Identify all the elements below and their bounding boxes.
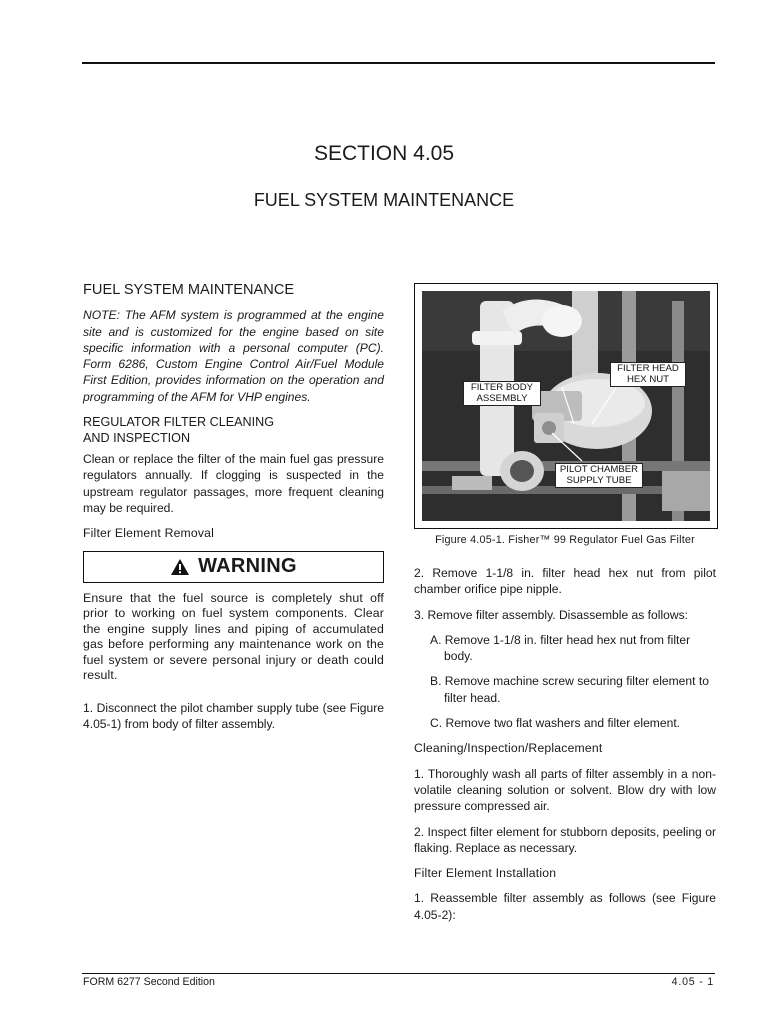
callout-filter-body-line2: ASSEMBLY — [476, 392, 528, 404]
heading-regulator-filter-line2: AND INSPECTION — [83, 431, 191, 446]
callout-filter-head-line1: FILTER HEAD — [617, 363, 679, 374]
step-3c: C. Remove two flat washers and filter element. — [430, 716, 681, 731]
callout-filter-body-line1: FILTER BODY — [470, 382, 534, 393]
step-1-disconnect: 1. Disconnect the pilot chamber supply tube (see Figure 4.05-1) from body of filter assembly. — [83, 700, 384, 731]
callout-pilot-line1: PILOT CHAMBER — [559, 464, 639, 475]
step-3a — [414, 632, 716, 665]
section-title: SECTION 4.05 — [313, 142, 455, 165]
heading-regulator-filter — [83, 414, 384, 446]
cleaning-step-2: 2. Inspect filter element for stubborn deposits, peeling or flaking. Replace as necessary. — [414, 824, 716, 855]
footer-form: FORM 6277 Second Edition — [83, 976, 215, 988]
heading-filter-element-removal: Filter Element Removal — [83, 526, 215, 541]
afm-note: NOTE: The AFM system is programmed at the engine site and is customized for the engine based on site specific information with a personal computer (PC). Form 6286, Custom Engine Control Air/Fuel Module First Edition, provides information on the operation and programming of the AFM for VHP engines. — [83, 308, 384, 404]
warning-triangle-icon — [170, 558, 190, 576]
step-2-remove-hex-nut: 2. Remove 1-1/8 in. filter head hex nut from pilot chamber orifice pipe nipple. — [414, 566, 716, 597]
bottom-rule — [82, 973, 715, 974]
paragraph-clean-replace: Clean or replace the filter of the main fuel gas pressure regulators annually. If clogging is suspected in the upstream regulator passages, more frequent cleaning may be required. — [83, 452, 384, 515]
footer-page-number: 4.05 - 1 — [671, 976, 714, 988]
figure-caption: Figure 4.05-1. Fisher™ 99 Regulator Fuel Gas Filter — [435, 534, 695, 546]
heading-filter-element-installation: Filter Element Installation — [414, 866, 557, 881]
callout-filter-head-hex-nut — [610, 362, 686, 387]
heading-regulator-filter-line1: REGULATOR FILTER CLEANING — [83, 415, 275, 430]
heading-fuel-system-maintenance: FUEL SYSTEM MAINTENANCE — [83, 282, 295, 298]
callout-filter-body-assembly — [463, 381, 541, 406]
step-3a-line1: A. Remove 1-1/8 in. filter head hex nut from filter — [430, 632, 691, 647]
warning-banner — [83, 551, 384, 583]
callout-pilot-line2: SUPPLY TUBE — [566, 474, 632, 486]
callout-pilot-chamber-supply-tube — [555, 463, 643, 488]
step-3b — [414, 673, 716, 706]
warning-label: WARNING — [198, 555, 297, 578]
right-column — [414, 565, 716, 932]
top-rule — [82, 62, 715, 64]
left-column — [83, 282, 384, 741]
figure-regulator-filter — [414, 283, 718, 529]
callout-filter-head-line2: HEX NUT — [626, 373, 670, 385]
step-3-remove-filter: 3. Remove filter assembly. Disassemble as follows: — [414, 607, 688, 622]
warning-text: Ensure that the fuel source is completely shut off prior to working on fuel system components. Clear the engine supply lines and piping of accumulated gas before performing any maintenance work on the fuel system or severe personal injury or death could result. — [83, 590, 384, 683]
step-3b-line1: B. Remove machine screw securing filter element to — [430, 674, 709, 689]
heading-cleaning-inspection: Cleaning/Inspection/Replacement — [414, 741, 603, 756]
section-subtitle: FUEL SYSTEM MAINTENANCE — [253, 190, 515, 210]
step-3a-line2: body. — [444, 649, 473, 664]
regulator-photo — [422, 291, 710, 521]
install-step-1: 1. Reassemble filter assembly as follows (see Figure 4.05-2): — [414, 891, 716, 922]
step-3b-line2: filter head. — [444, 690, 501, 705]
cleaning-step-1: 1. Thoroughly wash all parts of filter assembly in a non-volatile cleaning solution or solvent. Blow dry with low pressure compressed air. — [414, 766, 716, 814]
